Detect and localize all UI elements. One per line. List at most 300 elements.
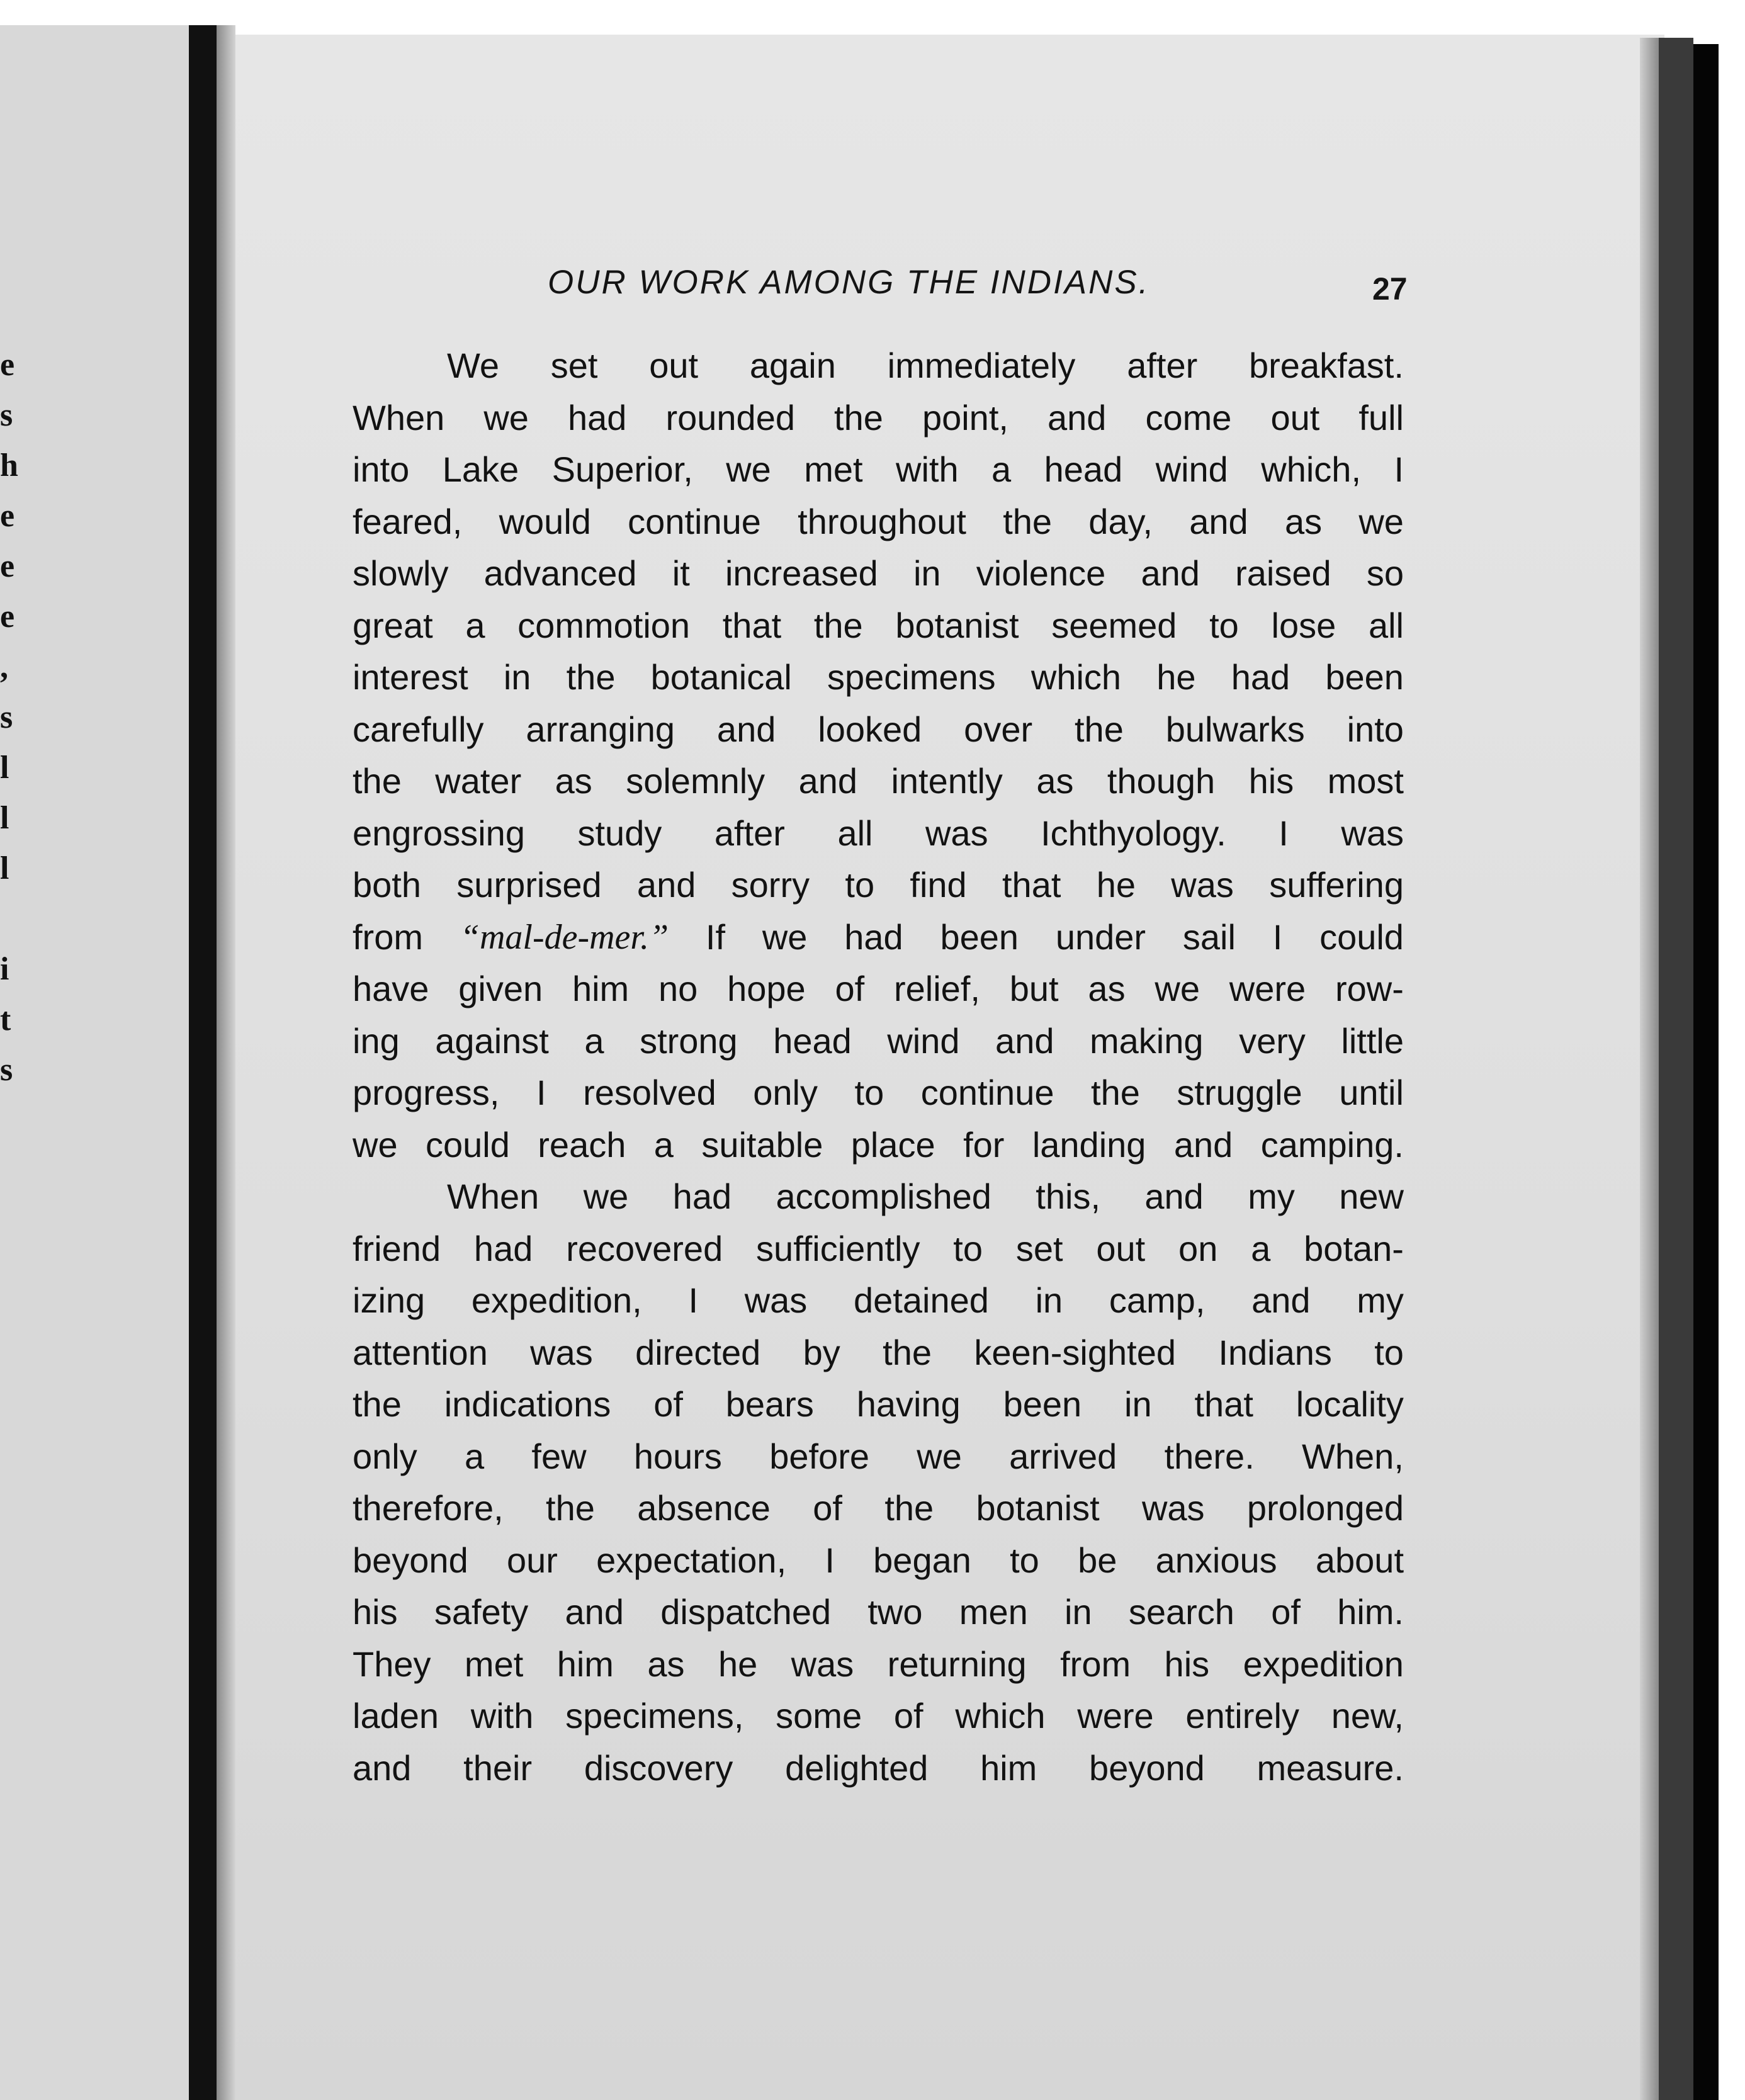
word: landing	[1032, 1124, 1146, 1165]
word: If	[705, 917, 726, 957]
word: only	[353, 1436, 417, 1476]
word: arrived	[1009, 1436, 1117, 1476]
word: been	[940, 917, 1019, 957]
word: from	[1060, 1644, 1131, 1684]
word: against	[435, 1020, 549, 1061]
word: until	[1339, 1073, 1404, 1112]
text-line	[353, 1586, 1404, 1639]
word: izing	[353, 1280, 426, 1320]
word: seemed	[1051, 605, 1177, 645]
word: and	[636, 865, 696, 905]
text-line	[353, 496, 1404, 548]
word: both	[353, 865, 421, 905]
word: we	[917, 1436, 962, 1476]
text-line	[353, 548, 1404, 600]
word: new,	[1331, 1696, 1404, 1736]
word: was	[925, 813, 988, 853]
word: by	[803, 1332, 840, 1372]
word: in	[1035, 1280, 1063, 1320]
left-fragment-char: s	[0, 397, 13, 433]
word: ing	[353, 1020, 400, 1061]
word: in	[913, 553, 941, 593]
word: were	[1229, 969, 1306, 1008]
word: sorry	[731, 865, 810, 905]
word: was	[1141, 1488, 1205, 1528]
word: to	[1374, 1332, 1404, 1372]
word: reach	[538, 1124, 626, 1165]
left-fragment-char: ,	[0, 649, 8, 685]
word: therefore,	[353, 1488, 504, 1528]
word: his	[353, 1592, 398, 1632]
left-fragment-char: e	[0, 347, 15, 383]
word: continue	[628, 501, 761, 541]
word: given	[458, 969, 543, 1008]
word: immediately	[887, 346, 1076, 385]
word: some	[776, 1696, 862, 1736]
word: and	[798, 761, 858, 801]
word: keen-sighted	[974, 1332, 1176, 1372]
word: feared,	[353, 501, 463, 541]
word: delighted	[785, 1747, 929, 1788]
word: struggle	[1177, 1073, 1302, 1112]
word: so	[1366, 553, 1404, 593]
word: it	[672, 553, 690, 593]
word: was	[1341, 813, 1404, 853]
word: I	[1394, 449, 1404, 489]
word: very	[1239, 1020, 1306, 1061]
word: had	[1231, 657, 1290, 697]
word: the	[1075, 709, 1124, 749]
page-edge	[1659, 38, 1693, 2100]
word: again	[749, 346, 836, 385]
word: lose	[1271, 605, 1336, 645]
word: come	[1145, 397, 1232, 438]
word: I	[536, 1073, 546, 1112]
word: a	[584, 1020, 604, 1061]
word: we	[1155, 969, 1200, 1008]
word: and	[565, 1592, 624, 1632]
word: have	[353, 969, 429, 1008]
word: specimens,	[565, 1696, 744, 1736]
left-fragment-char: s	[0, 699, 13, 735]
word: to	[845, 865, 875, 905]
word: Lake	[442, 449, 519, 489]
left-fragment-char: l	[0, 850, 9, 886]
word: from	[353, 917, 423, 957]
word: that	[1194, 1384, 1253, 1424]
word: looked	[818, 709, 922, 749]
text-line	[353, 1482, 1404, 1535]
word: beyond	[1089, 1747, 1205, 1788]
word: his	[1248, 761, 1294, 801]
word: and	[1141, 553, 1200, 593]
word: camp,	[1109, 1280, 1206, 1320]
word: beyond	[353, 1540, 468, 1580]
word: expedition,	[471, 1280, 642, 1320]
word: We	[447, 346, 499, 385]
word: suffering	[1269, 865, 1404, 905]
page-edge-shadow	[1640, 38, 1659, 2100]
word: locality	[1296, 1384, 1404, 1424]
word: I	[1272, 917, 1283, 957]
word: the	[1003, 501, 1053, 541]
text-line	[353, 1015, 1404, 1068]
word: rounded	[665, 397, 795, 438]
text-line	[353, 1171, 1404, 1223]
word: which	[955, 1696, 1046, 1736]
word: I	[688, 1280, 699, 1320]
text-line	[353, 1639, 1404, 1691]
word: botanical	[650, 657, 792, 697]
word: continue	[920, 1073, 1054, 1112]
word: Ichthyology.	[1041, 813, 1226, 853]
word: intently	[891, 761, 1003, 801]
word: in	[503, 657, 531, 697]
word: to	[854, 1073, 884, 1112]
text-line	[353, 340, 1404, 392]
word: a	[991, 449, 1012, 489]
word: as	[1088, 969, 1126, 1008]
word: their	[463, 1747, 533, 1788]
gutter-shadow	[217, 25, 235, 2100]
text-line	[353, 859, 1404, 912]
word: breakfast.	[1249, 346, 1404, 385]
word: new	[1339, 1177, 1404, 1216]
word: measure.	[1257, 1747, 1404, 1788]
word: attention	[353, 1332, 488, 1372]
word: that	[1002, 865, 1061, 905]
word: botan-	[1304, 1228, 1404, 1268]
word: with	[470, 1696, 534, 1736]
word: day,	[1088, 501, 1153, 541]
word: the	[1091, 1073, 1140, 1112]
word: detained	[854, 1280, 989, 1320]
word: out	[1270, 397, 1320, 438]
word: was	[744, 1280, 808, 1320]
word: there.	[1164, 1436, 1255, 1476]
paragraph	[353, 340, 1404, 1171]
left-page-text-fragments	[0, 340, 25, 1095]
text-line	[353, 1327, 1404, 1379]
body-text	[353, 340, 1404, 1794]
word: of	[835, 969, 865, 1008]
word: strong	[640, 1020, 738, 1061]
word: we	[762, 917, 808, 957]
word: of	[813, 1488, 842, 1528]
word: be	[1078, 1540, 1117, 1580]
scan-border	[1693, 44, 1719, 2100]
word: anxious	[1155, 1540, 1277, 1580]
word: were	[1077, 1696, 1154, 1736]
text-line	[353, 1379, 1404, 1431]
word: indications	[444, 1384, 611, 1424]
word: our	[506, 1540, 558, 1580]
word: wind	[1155, 449, 1228, 489]
word: as	[555, 761, 592, 801]
word: recovered	[566, 1228, 723, 1268]
word: “mal-de-mer.”	[460, 917, 669, 957]
word: out	[649, 346, 699, 385]
word: could	[426, 1124, 510, 1165]
word: the	[353, 761, 402, 801]
word: after	[1127, 346, 1198, 385]
word: sufficiently	[756, 1228, 920, 1268]
text-line	[353, 963, 1404, 1015]
word: little	[1341, 1020, 1404, 1061]
word: Indians	[1218, 1332, 1332, 1372]
word: to	[1010, 1540, 1039, 1580]
word: interest	[353, 657, 468, 697]
word: water	[435, 761, 522, 801]
word: arranging	[526, 709, 675, 749]
word: on	[1178, 1228, 1218, 1268]
word: and	[353, 1747, 412, 1788]
word: row-	[1335, 969, 1404, 1008]
word: under	[1055, 917, 1146, 957]
text-line	[353, 912, 1404, 964]
word: sail	[1182, 917, 1236, 957]
word: we	[726, 449, 771, 489]
word: friend	[353, 1228, 441, 1268]
left-page-remnant	[0, 25, 189, 2100]
word: and	[1251, 1280, 1311, 1320]
text-line	[353, 1067, 1404, 1119]
text-line	[353, 1690, 1404, 1742]
word: he	[718, 1644, 758, 1684]
word: dispatched	[660, 1592, 832, 1632]
word: Superior,	[551, 449, 693, 489]
left-fragment-char	[0, 894, 25, 944]
word: laden	[353, 1696, 439, 1736]
word: out	[1096, 1228, 1146, 1268]
word: When	[353, 397, 445, 438]
word: as	[647, 1644, 685, 1684]
word: botanist	[976, 1488, 1100, 1528]
word: discovery	[584, 1747, 733, 1788]
word: making	[1090, 1020, 1204, 1061]
word: great	[353, 605, 433, 645]
word: engrossing	[353, 813, 525, 853]
word: point,	[922, 397, 1008, 438]
word: him	[556, 1644, 614, 1684]
word: having	[856, 1384, 961, 1424]
word: of	[1271, 1592, 1301, 1632]
word: the	[883, 1332, 932, 1372]
left-fragment-char: t	[0, 1002, 11, 1037]
text-line	[353, 1742, 1404, 1795]
word: safety	[434, 1592, 529, 1632]
word: bulwarks	[1165, 709, 1305, 749]
word: him.	[1337, 1592, 1404, 1632]
word: only	[753, 1073, 818, 1112]
word: with	[896, 449, 959, 489]
word: advanced	[483, 553, 637, 593]
text-line	[353, 652, 1404, 704]
word: all	[1368, 605, 1404, 645]
word: and	[1189, 501, 1248, 541]
word: full	[1358, 397, 1404, 438]
word: this,	[1036, 1177, 1100, 1216]
word: met	[804, 449, 863, 489]
word: and	[1173, 1124, 1233, 1165]
word: When,	[1302, 1436, 1404, 1476]
word: the	[884, 1488, 934, 1528]
left-fragment-char: l	[0, 800, 9, 836]
word: had	[473, 1228, 533, 1268]
word: bears	[725, 1384, 814, 1424]
word: violence	[976, 553, 1106, 593]
word: the	[566, 657, 616, 697]
word: raised	[1235, 553, 1331, 593]
word: solemnly	[626, 761, 765, 801]
word: as	[1036, 761, 1074, 801]
word: that	[722, 605, 782, 645]
word: place	[850, 1124, 935, 1165]
word: two	[867, 1592, 923, 1632]
left-fragment-char: e	[0, 599, 15, 635]
word: no	[658, 969, 698, 1008]
word: into	[1347, 709, 1404, 749]
word: few	[531, 1436, 587, 1476]
word: a	[1251, 1228, 1271, 1268]
word: hours	[633, 1436, 722, 1476]
word: all	[837, 813, 873, 853]
left-fragment-char: l	[0, 750, 9, 786]
word: specimens	[827, 657, 996, 697]
word: and	[1047, 397, 1107, 438]
word: camping.	[1260, 1124, 1404, 1165]
text-line	[353, 1431, 1404, 1483]
text-line	[353, 1535, 1404, 1587]
word: progress,	[353, 1073, 500, 1112]
word: and	[1144, 1177, 1204, 1216]
word: had	[567, 397, 627, 438]
word: and	[716, 709, 776, 749]
word: a	[465, 1436, 485, 1476]
word: suitable	[701, 1124, 823, 1165]
word: hope	[727, 969, 806, 1008]
word: he	[1156, 657, 1196, 697]
word: in	[1065, 1592, 1092, 1632]
text-line	[353, 1119, 1404, 1171]
word: of	[653, 1384, 683, 1424]
word: a	[465, 605, 485, 645]
word: slowly	[353, 553, 449, 593]
word: after	[714, 813, 785, 853]
word: expectation,	[596, 1540, 787, 1580]
word: carefully	[353, 709, 484, 749]
text-line	[353, 808, 1404, 860]
word: was	[1171, 865, 1234, 905]
text-line	[353, 392, 1404, 444]
word: surprised	[456, 865, 602, 905]
text-line	[353, 1275, 1404, 1327]
word: but	[1009, 969, 1059, 1008]
word: which	[1031, 657, 1122, 697]
word: resolved	[583, 1073, 716, 1112]
word: we	[1358, 501, 1404, 541]
word: he	[1096, 865, 1136, 905]
word: in	[1124, 1384, 1152, 1424]
word: expedition	[1243, 1644, 1404, 1684]
word: for	[963, 1124, 1005, 1165]
text-line	[353, 704, 1404, 756]
word: we	[353, 1124, 398, 1165]
word: as	[1284, 501, 1323, 541]
word: was	[530, 1332, 593, 1372]
running-head: OUR WORK AMONG THE INDIANS.	[548, 264, 1150, 301]
word: about	[1315, 1540, 1404, 1580]
word: set	[1015, 1228, 1063, 1268]
left-fragment-char: s	[0, 1052, 13, 1088]
word: men	[959, 1592, 1028, 1632]
word: relief,	[894, 969, 980, 1008]
page-number: 27	[1372, 271, 1408, 307]
left-fragment-char: h	[0, 448, 18, 483]
word: began	[873, 1540, 971, 1580]
word: set	[550, 346, 598, 385]
word: head	[773, 1020, 852, 1061]
word: been	[1325, 657, 1404, 697]
word: of	[893, 1696, 923, 1736]
left-fragment-char: e	[0, 548, 15, 584]
word: would	[499, 501, 591, 541]
word: had	[672, 1177, 732, 1216]
word: throughout	[798, 501, 966, 541]
word: accomplished	[776, 1177, 991, 1216]
word: entirely	[1185, 1696, 1299, 1736]
word: head	[1044, 449, 1123, 489]
word: the	[834, 397, 883, 438]
word: I	[1279, 813, 1289, 853]
left-fragment-char: e	[0, 498, 15, 534]
word: the	[546, 1488, 595, 1528]
word: could	[1319, 917, 1404, 957]
word: to	[1209, 605, 1239, 645]
word: study	[577, 813, 662, 853]
text-line	[353, 600, 1404, 652]
word: we	[483, 397, 529, 438]
word: a	[653, 1124, 674, 1165]
word: returning	[887, 1644, 1027, 1684]
word: search	[1128, 1592, 1234, 1632]
word: before	[769, 1436, 869, 1476]
word: my	[1357, 1280, 1404, 1320]
word: had	[844, 917, 903, 957]
word: his	[1164, 1644, 1210, 1684]
word: over	[964, 709, 1033, 749]
word: to	[953, 1228, 983, 1268]
word: absence	[637, 1488, 771, 1528]
word: my	[1248, 1177, 1295, 1216]
word: though	[1107, 761, 1216, 801]
word: find	[910, 865, 967, 905]
word: the	[353, 1384, 402, 1424]
word: him	[980, 1747, 1037, 1788]
word: him	[572, 969, 630, 1008]
word: They	[353, 1644, 431, 1684]
word: wind	[887, 1020, 960, 1061]
left-fragment-char: i	[0, 951, 9, 987]
word: most	[1327, 761, 1404, 801]
word: increased	[725, 553, 878, 593]
word: and	[995, 1020, 1054, 1061]
word: into	[353, 449, 410, 489]
book-gutter	[189, 25, 217, 2100]
word: met	[464, 1644, 524, 1684]
word: we	[583, 1177, 629, 1216]
word: botanist	[895, 605, 1019, 645]
